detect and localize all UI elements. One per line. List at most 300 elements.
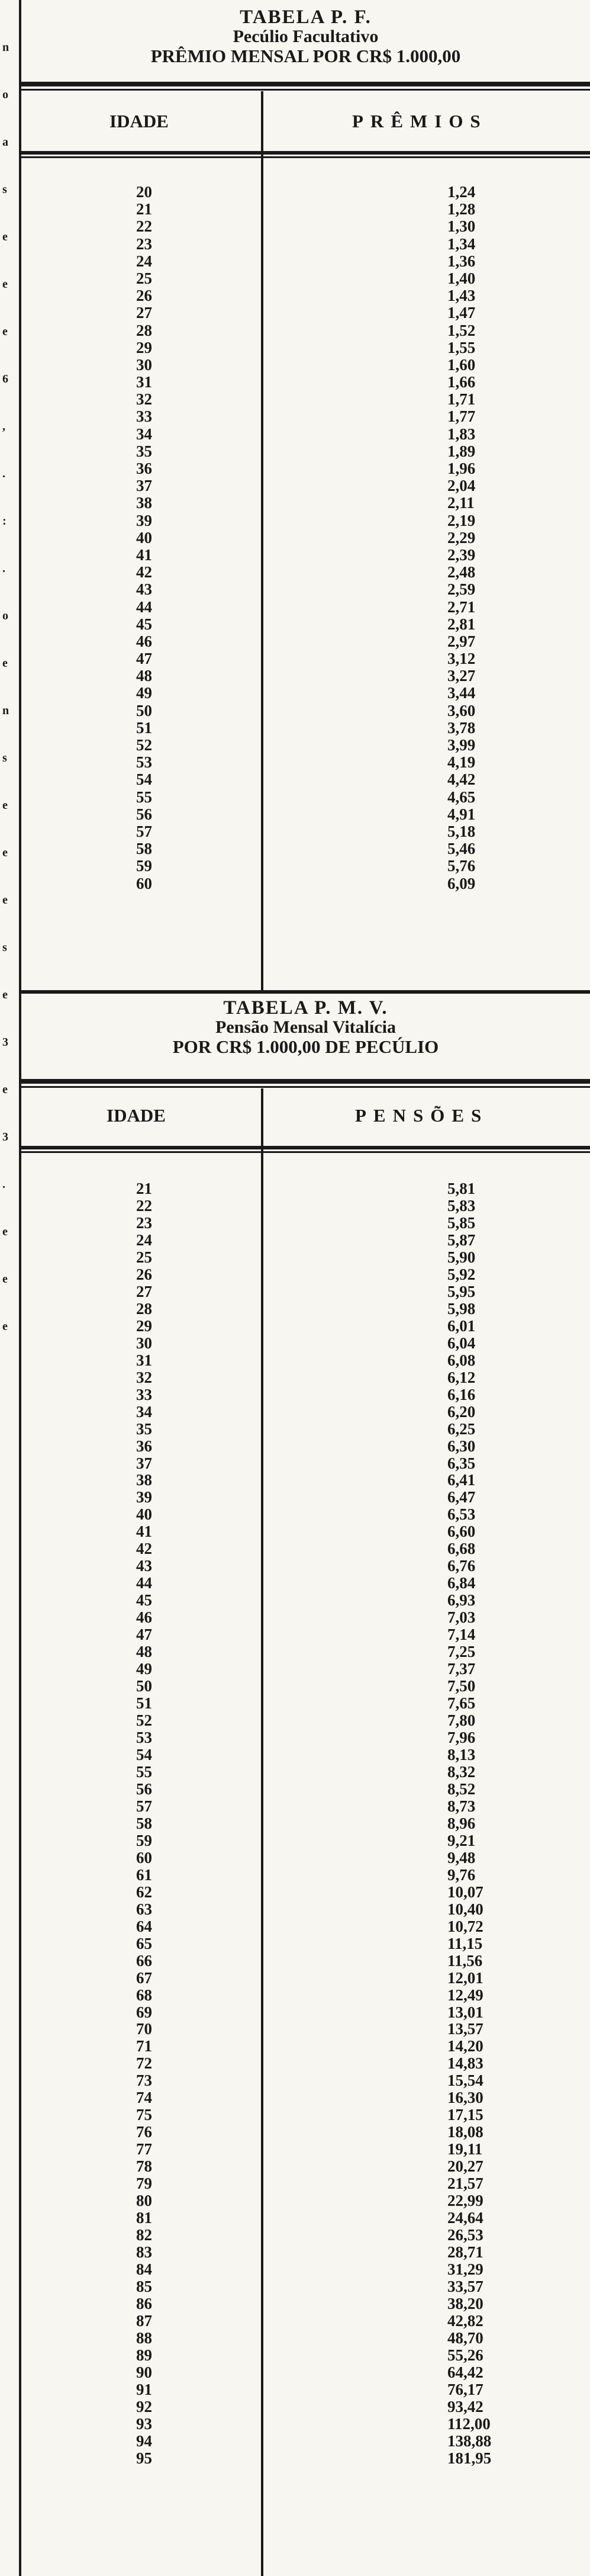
table-row — [21, 616, 590, 633]
table-row — [21, 789, 590, 806]
table-row — [21, 477, 590, 494]
value-cell: 6,93 — [447, 1591, 476, 1610]
table-row — [21, 2175, 590, 2192]
value-cell: 11,15 — [447, 1934, 483, 1952]
table-row — [21, 650, 590, 667]
table-row — [21, 1781, 590, 1798]
table-row — [21, 1352, 590, 1369]
age-cell: 23 — [136, 235, 152, 253]
value-cell: 21,57 — [447, 2174, 483, 2193]
value-cell: 9,48 — [447, 1848, 476, 1867]
value-cell: 3,27 — [447, 667, 476, 685]
age-cell: 35 — [136, 442, 152, 460]
age-cell: 66 — [136, 1951, 152, 1970]
table-row — [21, 1798, 590, 1815]
value-cell: 2,19 — [447, 511, 476, 529]
table-pf-header-premiums: PRÊMIOS — [352, 111, 488, 131]
value-cell: 6,35 — [447, 1454, 476, 1472]
table-row — [21, 1935, 590, 1952]
value-cell: 9,76 — [447, 1865, 476, 1884]
age-cell: 24 — [136, 1231, 152, 1249]
table-row — [21, 633, 590, 650]
value-cell: 3,99 — [447, 736, 476, 754]
value-cell: 4,42 — [447, 770, 476, 789]
value-cell: 5,95 — [447, 1282, 476, 1300]
margin-fragment: e — [2, 988, 8, 1001]
margin-fragment: 3 — [2, 1130, 8, 1144]
table-row — [21, 1609, 590, 1626]
table-pmv-header-rule — [21, 1146, 590, 1149]
value-cell: 112,00 — [447, 2414, 491, 2433]
table-row — [21, 564, 590, 581]
age-cell: 68 — [136, 1986, 152, 2004]
margin-fragment: 6 — [2, 372, 8, 386]
table-row — [21, 2209, 590, 2227]
age-cell: 45 — [136, 1591, 152, 1610]
table-row — [21, 1695, 590, 1712]
table-pmv-header-pensions: PENSÕES — [355, 1105, 489, 1126]
age-cell: 37 — [136, 1454, 152, 1472]
margin-fragment: 3 — [2, 1036, 8, 1049]
age-cell: 39 — [136, 1488, 152, 1507]
table-row — [21, 685, 590, 702]
table-row — [21, 2398, 590, 2416]
age-cell: 51 — [136, 1694, 152, 1713]
age-cell: 27 — [136, 1282, 152, 1300]
age-cell: 79 — [136, 2174, 152, 2193]
value-cell: 8,73 — [447, 1797, 476, 1815]
value-cell: 7,80 — [447, 1711, 476, 1730]
table-row — [21, 875, 590, 892]
value-cell: 13,01 — [447, 2003, 483, 2021]
table-row — [21, 2141, 590, 2158]
table-pmv-subtitle: Pensão Mensal Vitalícia — [215, 1017, 396, 1037]
margin-fragment: s — [2, 183, 7, 196]
age-cell: 30 — [136, 1334, 152, 1352]
table-row — [21, 1266, 590, 1283]
table-row — [21, 2021, 590, 2038]
value-cell: 24,64 — [447, 2209, 483, 2227]
value-cell: 26,53 — [447, 2226, 483, 2244]
table-pmv-title: TABELA P. M. V. — [223, 997, 388, 1019]
age-cell: 55 — [136, 1762, 152, 1781]
table-row — [21, 1746, 590, 1764]
value-cell: 4,91 — [447, 805, 476, 823]
age-cell: 43 — [136, 1557, 152, 1575]
value-cell: 2,39 — [447, 545, 476, 564]
value-cell: 48,70 — [447, 2328, 483, 2347]
table-row — [21, 1197, 590, 1215]
table-row — [21, 443, 590, 460]
age-cell: 54 — [136, 1745, 152, 1764]
age-cell: 48 — [136, 667, 152, 685]
table-row — [21, 201, 590, 218]
age-cell: 93 — [136, 2414, 152, 2433]
value-cell: 1,96 — [447, 460, 476, 477]
table-row — [21, 2347, 590, 2364]
value-cell: 6,12 — [447, 1368, 476, 1386]
value-cell: 3,12 — [447, 650, 476, 668]
age-cell: 75 — [136, 2106, 152, 2124]
age-cell: 44 — [136, 1574, 152, 1592]
value-cell: 7,50 — [447, 1677, 476, 1695]
value-cell: 1,52 — [447, 321, 476, 339]
table-row — [21, 356, 590, 374]
value-cell: 2,97 — [447, 632, 476, 650]
table-row — [21, 512, 590, 529]
table-pmv-body — [21, 1180, 590, 2467]
table-row — [21, 339, 590, 356]
table-pf-header-age: IDADE — [109, 111, 169, 131]
age-cell: 70 — [136, 2020, 152, 2038]
table-row — [21, 2192, 590, 2209]
value-cell: 38,20 — [447, 2294, 483, 2312]
table-row — [21, 1369, 590, 1386]
value-cell: 1,36 — [447, 252, 476, 270]
margin-fragment: : — [2, 515, 7, 528]
value-cell: 1,71 — [447, 390, 476, 409]
value-cell: 10,72 — [447, 1917, 483, 1935]
table-row — [21, 1421, 590, 1438]
age-cell: 82 — [136, 2226, 152, 2244]
table-row — [21, 667, 590, 685]
value-cell: 2,29 — [447, 528, 476, 547]
table-row — [21, 253, 590, 270]
margin-fragment: e — [2, 657, 8, 670]
value-cell: 1,30 — [447, 217, 476, 236]
table-row — [21, 857, 590, 875]
age-cell: 49 — [136, 684, 152, 702]
value-cell: 2,48 — [447, 563, 476, 582]
age-cell: 53 — [136, 1729, 152, 1746]
age-cell: 95 — [136, 2449, 152, 2467]
table-pf-header-rule — [21, 151, 590, 155]
margin-fragment: e — [2, 1225, 8, 1238]
table-pmv-header-rule-thin — [21, 1151, 590, 1153]
table-pf-heading — [21, 7, 590, 66]
value-cell: 12,49 — [447, 1986, 483, 2004]
value-cell: 8,32 — [447, 1762, 476, 1781]
margin-fragment: o — [2, 609, 8, 622]
table-row — [21, 270, 590, 287]
table-row — [21, 1970, 590, 1987]
age-cell: 74 — [136, 2089, 152, 2107]
age-cell: 57 — [136, 1797, 152, 1815]
age-cell: 27 — [136, 304, 152, 322]
table-row — [21, 184, 590, 201]
margin-fragment: a — [2, 136, 8, 149]
margin-fragment: e — [2, 325, 8, 338]
value-cell: 8,96 — [447, 1814, 476, 1832]
age-cell: 54 — [136, 770, 152, 789]
margin-fragment: e — [2, 846, 8, 859]
table-row — [21, 1660, 590, 1678]
age-cell: 42 — [136, 563, 152, 582]
table-row — [21, 2158, 590, 2175]
value-cell: 1,89 — [447, 442, 476, 460]
table-row — [21, 806, 590, 823]
age-cell: 59 — [136, 857, 152, 875]
value-cell: 1,60 — [447, 355, 476, 374]
value-cell: 1,28 — [447, 200, 476, 219]
table-pf-subtitle: Pecúlio Facultativo — [233, 27, 379, 46]
age-cell: 92 — [136, 2397, 152, 2416]
table-row — [21, 408, 590, 425]
age-cell: 87 — [136, 2311, 152, 2330]
table-pf-caption: PRÊMIO MENSAL POR CR$ 1.000,00 — [150, 46, 461, 66]
value-cell: 9,21 — [447, 1831, 476, 1849]
table-row — [21, 1523, 590, 1540]
value-cell: 3,44 — [447, 684, 476, 702]
table-row — [21, 1643, 590, 1660]
value-cell: 6,04 — [447, 1334, 476, 1352]
value-cell: 6,20 — [447, 1402, 476, 1421]
value-cell: 5,46 — [447, 840, 476, 858]
value-cell: 6,53 — [447, 1505, 476, 1524]
age-cell: 47 — [136, 650, 152, 668]
value-cell: 10,40 — [447, 1900, 483, 1918]
age-cell: 60 — [136, 874, 152, 892]
age-cell: 41 — [136, 545, 152, 564]
age-cell: 63 — [136, 1900, 152, 1918]
table-row — [21, 702, 590, 720]
table-row — [21, 754, 590, 771]
table-row — [21, 547, 590, 564]
table-row — [21, 1180, 590, 1197]
age-cell: 20 — [136, 183, 152, 201]
left-margin-text-fragments — [0, 0, 19, 2576]
age-cell: 29 — [136, 1316, 152, 1335]
age-cell: 71 — [136, 2037, 152, 2055]
table-row — [21, 823, 590, 840]
age-cell: 32 — [136, 1368, 152, 1386]
value-cell: 6,08 — [447, 1351, 476, 1369]
age-cell: 24 — [136, 252, 152, 270]
table-row — [21, 236, 590, 253]
age-cell: 36 — [136, 1437, 152, 1455]
value-cell: 1,77 — [447, 407, 476, 426]
age-cell: 88 — [136, 2328, 152, 2347]
age-cell: 94 — [136, 2432, 152, 2450]
table-row — [21, 720, 590, 737]
table-row — [21, 2330, 590, 2347]
value-cell: 10,07 — [447, 1883, 483, 1901]
value-cell: 4,65 — [447, 788, 476, 806]
age-cell: 58 — [136, 1814, 152, 1832]
table-row — [21, 737, 590, 754]
value-cell: 6,09 — [447, 874, 476, 892]
age-cell: 76 — [136, 2123, 152, 2141]
table-row — [21, 581, 590, 598]
table-row — [21, 374, 590, 391]
table-row — [21, 2364, 590, 2381]
value-cell: 6,47 — [447, 1488, 476, 1507]
age-cell: 56 — [136, 1780, 152, 1798]
value-cell: 2,59 — [447, 580, 476, 599]
age-cell: 57 — [136, 822, 152, 840]
age-cell: 46 — [136, 1608, 152, 1627]
age-cell: 22 — [136, 217, 152, 236]
margin-fragment: e — [2, 894, 8, 907]
age-cell: 62 — [136, 1883, 152, 1901]
age-cell: 56 — [136, 805, 152, 823]
table-row — [21, 1626, 590, 1643]
age-cell: 26 — [136, 287, 152, 305]
age-cell: 85 — [136, 2278, 152, 2295]
age-cell: 32 — [136, 390, 152, 409]
value-cell: 18,08 — [447, 2123, 483, 2141]
age-cell: 89 — [136, 2346, 152, 2364]
age-cell: 40 — [136, 1505, 152, 1524]
table-row — [21, 1403, 590, 1421]
margin-fragment: , — [2, 420, 5, 433]
value-cell: 2,04 — [447, 477, 476, 495]
table-pmv-caption: POR CR$ 1.000,00 DE PECÚLIO — [172, 1036, 439, 1057]
table-row — [21, 2055, 590, 2072]
age-cell: 28 — [136, 321, 152, 339]
table-row — [21, 2089, 590, 2106]
table-row — [21, 2004, 590, 2021]
table-row — [21, 1283, 590, 1300]
age-cell: 47 — [136, 1626, 152, 1644]
age-cell: 25 — [136, 1248, 152, 1266]
value-cell: 7,65 — [447, 1694, 476, 1713]
table-row — [21, 1832, 590, 1849]
value-cell: 8,52 — [447, 1780, 476, 1798]
age-cell: 26 — [136, 1265, 152, 1283]
value-cell: 7,25 — [447, 1643, 476, 1661]
age-cell: 28 — [136, 1299, 152, 1318]
table-row — [21, 1232, 590, 1249]
age-cell: 60 — [136, 1848, 152, 1867]
table-row — [21, 1764, 590, 1781]
margin-fragment: . — [2, 562, 5, 575]
table-pf-body — [21, 184, 590, 892]
age-cell: 48 — [136, 1643, 152, 1661]
margin-fragment: e — [2, 278, 8, 291]
table-row — [21, 2261, 590, 2278]
table-row — [21, 2295, 590, 2312]
value-cell: 31,29 — [447, 2260, 483, 2279]
value-cell: 5,85 — [447, 1213, 476, 1232]
table-pf-title: TABELA P. F. — [240, 7, 372, 28]
age-cell: 50 — [136, 701, 152, 720]
table-row — [21, 2038, 590, 2055]
age-cell: 50 — [136, 1677, 152, 1695]
table-row — [21, 1815, 590, 1832]
table-row — [21, 2227, 590, 2244]
age-cell: 81 — [136, 2209, 152, 2227]
value-cell: 5,90 — [447, 1248, 476, 1266]
age-cell: 86 — [136, 2294, 152, 2312]
table-row — [21, 218, 590, 235]
table-row — [21, 2072, 590, 2089]
value-cell: 5,18 — [447, 822, 476, 840]
age-cell: 80 — [136, 2192, 152, 2210]
table-row — [21, 2433, 590, 2450]
table-pf-top-rule-thin — [21, 89, 590, 91]
value-cell: 3,78 — [447, 718, 476, 737]
value-cell: 17,15 — [447, 2106, 483, 2124]
age-cell: 43 — [136, 580, 152, 599]
value-cell: 19,11 — [447, 2140, 483, 2159]
age-cell: 38 — [136, 1471, 152, 1489]
table-pf-top-rule — [21, 82, 590, 86]
value-cell: 6,41 — [447, 1471, 476, 1489]
margin-fragment: e — [2, 1273, 8, 1286]
table-row — [21, 2312, 590, 2330]
table-row — [21, 2278, 590, 2295]
margin-fragment: o — [2, 88, 8, 101]
age-cell: 33 — [136, 407, 152, 426]
value-cell: 1,24 — [447, 183, 476, 201]
table-row — [21, 1438, 590, 1455]
table-row — [21, 1678, 590, 1695]
value-cell: 1,66 — [447, 373, 476, 391]
table-row — [21, 1455, 590, 1472]
age-cell: 90 — [136, 2363, 152, 2381]
value-cell: 55,26 — [447, 2346, 483, 2364]
table-pmv-top-rule-thin — [21, 1086, 590, 1088]
value-cell: 7,96 — [447, 1729, 476, 1746]
margin-fragment: . — [2, 1178, 5, 1191]
table-row — [21, 2450, 590, 2467]
table-row — [21, 1386, 590, 1403]
age-cell: 21 — [136, 1180, 152, 1197]
value-cell: 12,01 — [447, 1968, 483, 1987]
table-row — [21, 1540, 590, 1557]
value-cell: 1,55 — [447, 338, 476, 356]
table-row — [21, 1987, 590, 2004]
age-cell: 64 — [136, 1917, 152, 1935]
table-pf-header-rule-thin — [21, 156, 590, 158]
table-row — [21, 287, 590, 304]
table-row — [21, 1729, 590, 1746]
age-cell: 77 — [136, 2140, 152, 2159]
age-cell: 25 — [136, 269, 152, 287]
margin-fragment: e — [2, 230, 8, 243]
table-row — [21, 391, 590, 408]
table-row — [21, 1506, 590, 1523]
value-cell: 2,11 — [447, 494, 475, 512]
age-cell: 84 — [136, 2260, 152, 2279]
table-row — [21, 1557, 590, 1575]
table-row — [21, 529, 590, 547]
table-row — [21, 1712, 590, 1729]
value-cell: 1,43 — [447, 287, 476, 305]
table-row — [21, 2124, 590, 2141]
age-cell: 33 — [136, 1385, 152, 1403]
table-row — [21, 1318, 590, 1335]
value-cell: 1,83 — [447, 425, 476, 443]
margin-fragment: s — [2, 941, 7, 954]
table-pf-bottom-rule — [21, 990, 590, 994]
age-cell: 83 — [136, 2243, 152, 2262]
table-row — [21, 1489, 590, 1506]
value-cell: 6,68 — [447, 1540, 476, 1558]
value-cell: 181,95 — [447, 2449, 492, 2467]
value-cell: 28,71 — [447, 2243, 483, 2262]
age-cell: 34 — [136, 425, 152, 443]
table-row — [21, 1249, 590, 1266]
table-row — [21, 460, 590, 477]
value-cell: 6,60 — [447, 1523, 476, 1541]
table-row — [21, 1472, 590, 1489]
table-row — [21, 1592, 590, 1609]
age-cell: 44 — [136, 598, 152, 616]
value-cell: 33,57 — [447, 2278, 483, 2295]
value-cell: 5,83 — [447, 1196, 476, 1215]
